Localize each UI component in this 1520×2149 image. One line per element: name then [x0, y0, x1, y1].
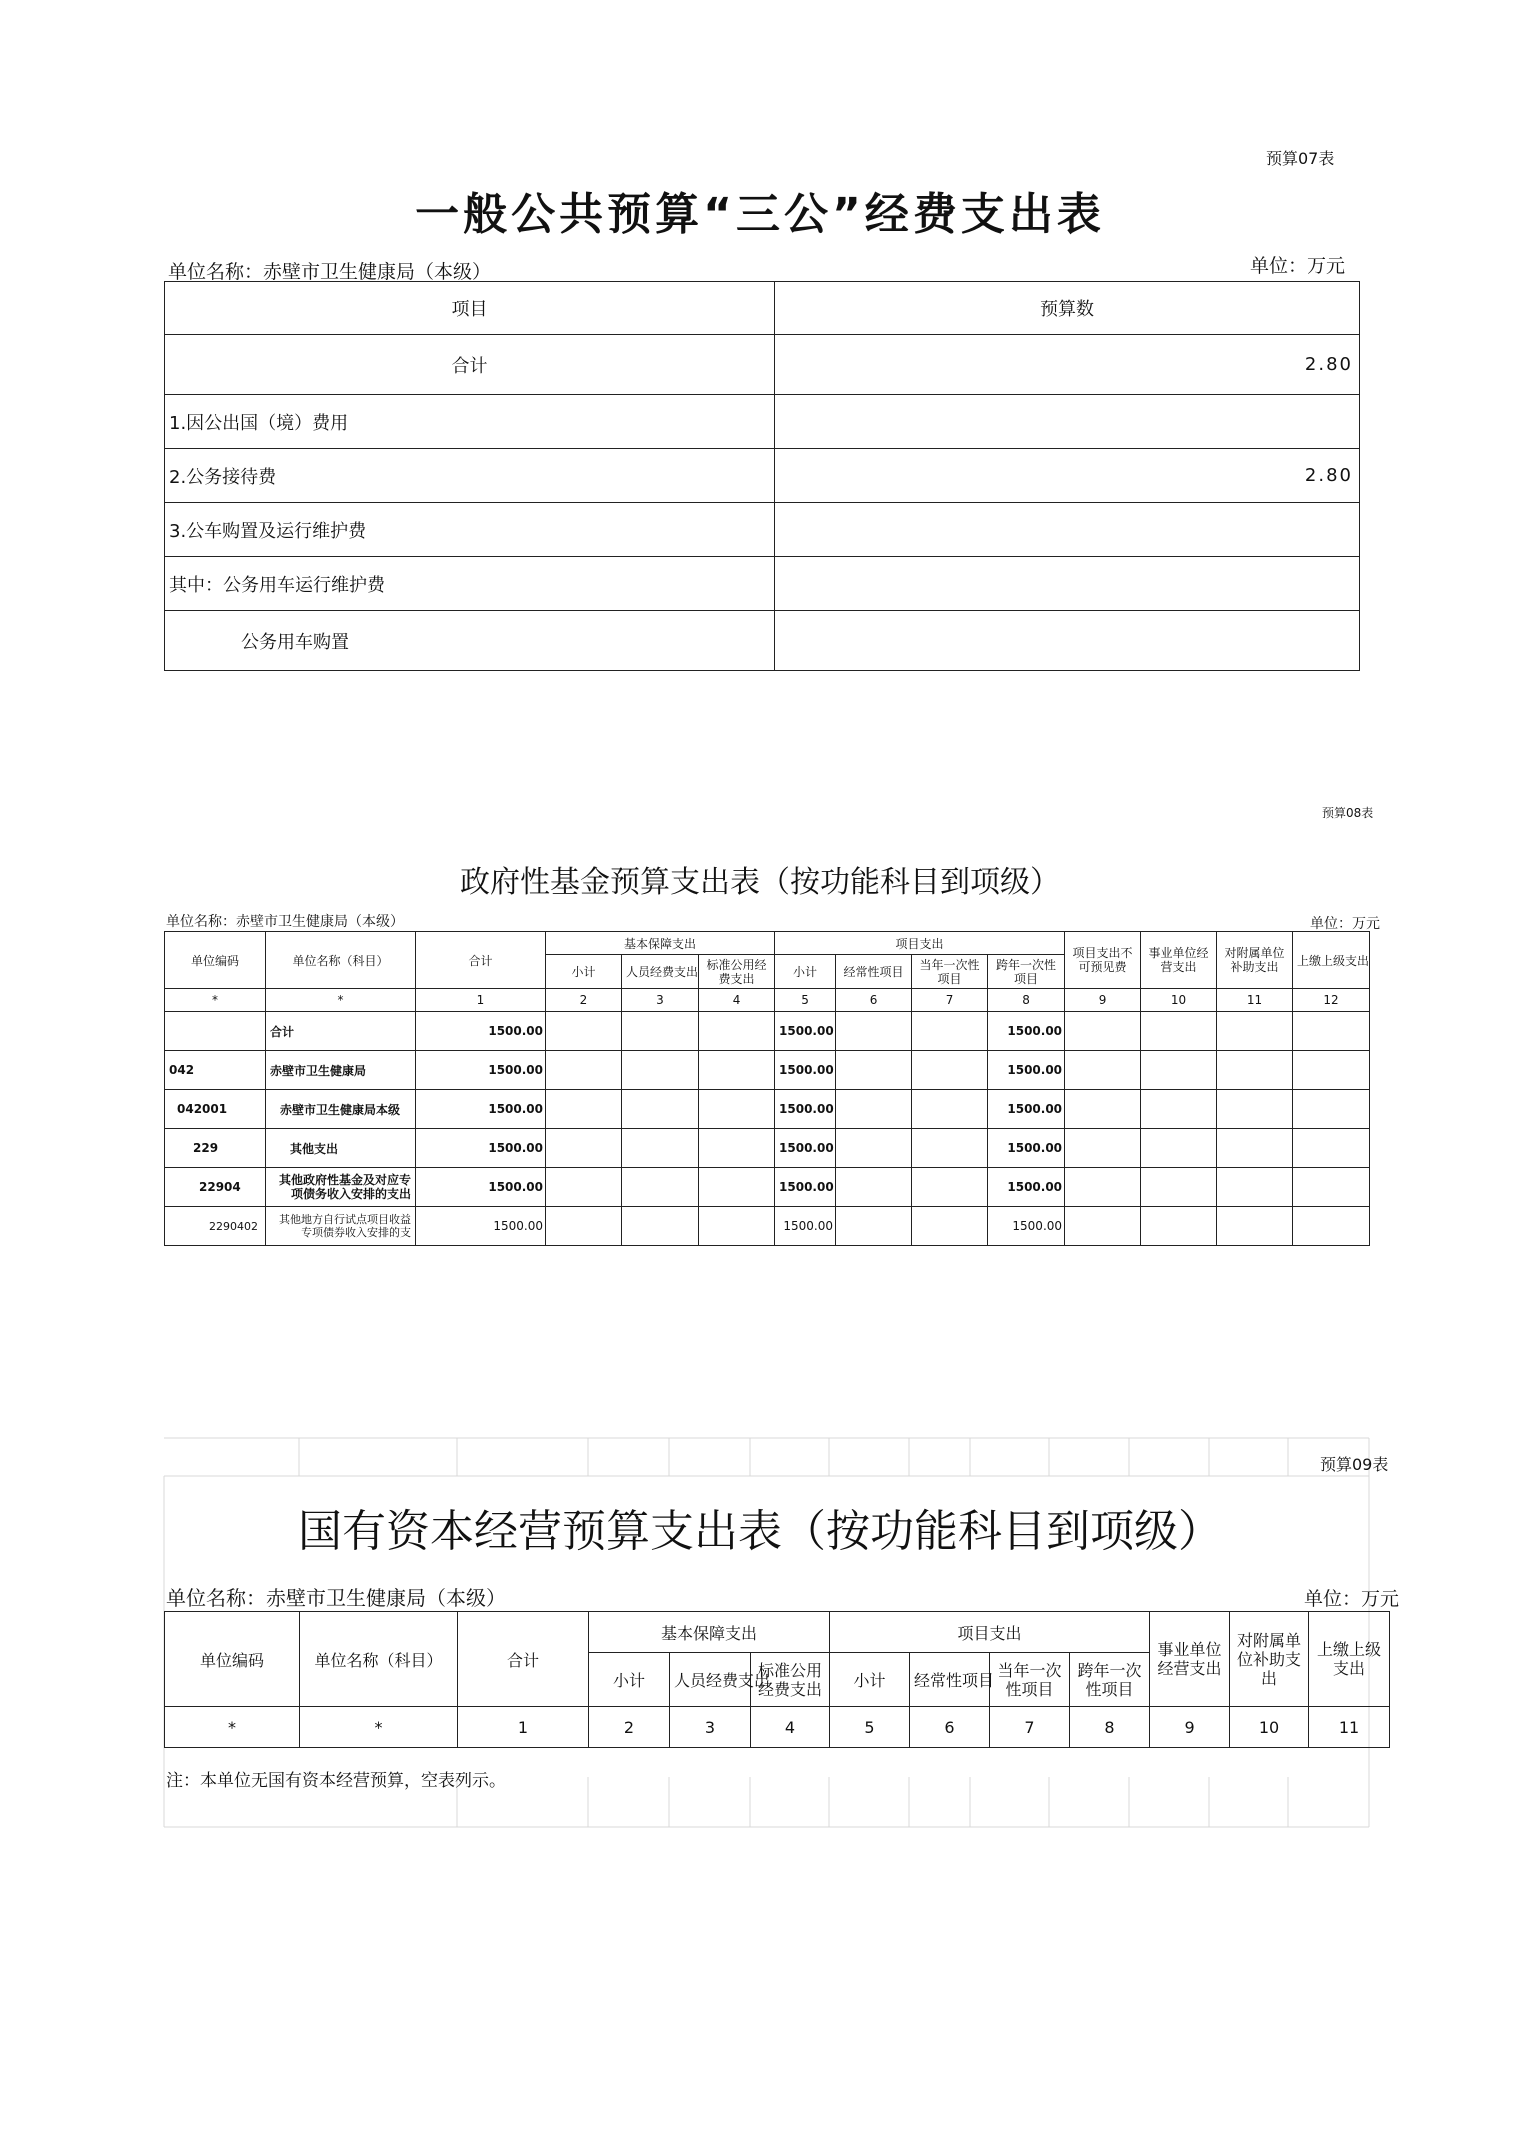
row-total: 1500.00: [416, 1051, 546, 1090]
row-code: 042: [165, 1051, 266, 1090]
idx-cell: 7: [912, 989, 988, 1012]
idx-cell: *: [165, 989, 266, 1012]
h-project: 项目支出: [830, 1612, 1150, 1653]
h-p-multi: 跨年一次性项目: [988, 955, 1065, 989]
row-code: 22904: [165, 1168, 266, 1207]
row-label: 其中：公务用车运行维护费: [165, 557, 775, 611]
h-b-std: 标准公用经费支出: [699, 955, 775, 989]
row-name: 其他政府性基金及对应专项债务收入安排的支出: [266, 1168, 416, 1207]
idx-cell: 9: [1150, 1707, 1230, 1748]
row-p-multi: 1500.00: [988, 1090, 1065, 1129]
h-p-once: 当年一次性项目: [990, 1653, 1070, 1707]
gov-fund-table: [164, 931, 1370, 1246]
row-name: 其他地方自行试点项目收益专项债券收入安排的支: [266, 1207, 416, 1246]
h-p-sub: 小计: [775, 955, 836, 989]
idx-cell: 6: [910, 1707, 990, 1748]
row-p-multi: 1500.00: [988, 1168, 1065, 1207]
row-total: 1500.00: [416, 1207, 546, 1246]
row-label: 1.因公出国（境）费用: [165, 395, 775, 449]
h-code: 单位编码: [165, 932, 266, 989]
idx-cell: 3: [622, 989, 699, 1012]
row-p-multi: 1500.00: [988, 1051, 1065, 1090]
table-tag: 预算08表: [1322, 806, 1374, 820]
h-upper: 上缴上级支出: [1293, 932, 1370, 989]
state-capital-table: [164, 1611, 1390, 1748]
h-p-multi: 跨年一次性项目: [1070, 1653, 1150, 1707]
row-code: 042001: [165, 1090, 266, 1129]
idx-cell: 4: [699, 989, 775, 1012]
idx-cell: *: [300, 1707, 458, 1748]
header-item: 项目: [165, 282, 775, 335]
idx-cell: 5: [775, 989, 836, 1012]
idx-cell: 2: [546, 989, 622, 1012]
h-project: 项目支出: [775, 932, 1065, 955]
row-name: 赤壁市卫生健康局: [266, 1051, 416, 1090]
row-p-sub: 1500.00: [775, 1207, 836, 1246]
row-name: 其他支出: [266, 1129, 416, 1168]
header-budget: 预算数: [775, 282, 1360, 335]
section-title: 政府性基金预算支出表（按功能科目到项级）: [460, 865, 1060, 900]
row-p-sub: 1500.00: [775, 1051, 836, 1090]
page-title: 一般公共预算“三公”经费支出表: [415, 189, 1105, 240]
row-total: 1500.00: [416, 1168, 546, 1207]
row-p-multi: 1500.00: [988, 1129, 1065, 1168]
row-label: 公务用车购置: [165, 611, 775, 671]
h-unforeseen: 项目支出不可预见费: [1065, 932, 1141, 989]
row-code: 229: [165, 1129, 266, 1168]
h-p-reg: 经常性项目: [836, 955, 912, 989]
row-value: [775, 557, 1360, 611]
h-p-reg: 经常性项目: [910, 1653, 990, 1707]
row-value: 2.80: [775, 449, 1360, 503]
h-b-std: 标准公用经费支出: [751, 1653, 830, 1707]
row-total: 1500.00: [416, 1090, 546, 1129]
h-biz: 事业单位经营支出: [1150, 1612, 1230, 1707]
unit-label: 单位：万元: [1250, 255, 1346, 277]
row-value: 2.80: [775, 335, 1360, 395]
h-b-staff: 人员经费支出: [670, 1653, 751, 1707]
h-b-sub: 小计: [546, 955, 622, 989]
row-label: 2.公务接待费: [165, 449, 775, 503]
unit-name: 单位名称：赤壁市卫生健康局（本级）: [168, 261, 492, 283]
row-value: [775, 611, 1360, 671]
row-name: 赤壁市卫生健康局本级: [266, 1090, 416, 1129]
row-label: 3.公车购置及运行维护费: [165, 503, 775, 557]
row-p-multi: 1500.00: [988, 1207, 1065, 1246]
footnote: 注：本单位无国有资本经营预算，空表列示。: [166, 1771, 506, 1791]
h-basic: 基本保障支出: [589, 1612, 830, 1653]
section-title: 国有资本经营预算支出表（按功能科目到项级）: [298, 1506, 1222, 1557]
row-code: [165, 1012, 266, 1051]
idx-cell: 9: [1065, 989, 1141, 1012]
row-name: 合计: [266, 1012, 416, 1051]
table-tag: 预算07表: [1266, 149, 1335, 168]
h-subsidy: 对附属单位补助支出: [1217, 932, 1293, 989]
h-biz: 事业单位经营支出: [1141, 932, 1217, 989]
idx-cell: 8: [1070, 1707, 1150, 1748]
h-name: 单位名称（科目）: [266, 932, 416, 989]
unit-name: 单位名称：赤壁市卫生健康局（本级）: [166, 1586, 506, 1610]
idx-cell: 10: [1141, 989, 1217, 1012]
idx-cell: 4: [751, 1707, 830, 1748]
table-tag: 预算09表: [1320, 1455, 1389, 1474]
row-p-sub: 1500.00: [775, 1090, 836, 1129]
h-code: 单位编码: [165, 1612, 300, 1707]
row-p-sub: 1500.00: [775, 1012, 836, 1051]
idx-cell: 7: [990, 1707, 1070, 1748]
idx-cell: 2: [589, 1707, 670, 1748]
h-name: 单位名称（科目）: [300, 1612, 458, 1707]
h-p-sub: 小计: [830, 1653, 910, 1707]
h-basic: 基本保障支出: [546, 932, 775, 955]
idx-cell: *: [165, 1707, 300, 1748]
row-total: 1500.00: [416, 1012, 546, 1051]
idx-cell: 1: [458, 1707, 589, 1748]
row-p-multi: 1500.00: [988, 1012, 1065, 1051]
idx-cell: 12: [1293, 989, 1370, 1012]
row-value: [775, 395, 1360, 449]
unit-label: 单位：万元: [1304, 1588, 1400, 1610]
three-public-expense-table: [164, 281, 1360, 671]
h-b-staff: 人员经费支出: [622, 955, 699, 989]
h-upper: 上缴上级支出: [1309, 1612, 1390, 1707]
idx-cell: 11: [1309, 1707, 1390, 1748]
row-label: 合计: [165, 335, 775, 395]
idx-cell: 11: [1217, 989, 1293, 1012]
unit-name: 单位名称：赤壁市卫生健康局（本级）: [166, 914, 404, 930]
idx-cell: 1: [416, 989, 546, 1012]
h-subsidy: 对附属单位补助支出: [1230, 1612, 1309, 1707]
unit-label: 单位：万元: [1310, 916, 1380, 932]
idx-cell: *: [266, 989, 416, 1012]
row-total: 1500.00: [416, 1129, 546, 1168]
h-b-sub: 小计: [589, 1653, 670, 1707]
idx-cell: 5: [830, 1707, 910, 1748]
row-p-sub: 1500.00: [775, 1168, 836, 1207]
idx-cell: 6: [836, 989, 912, 1012]
h-total: 合计: [416, 932, 546, 989]
idx-cell: 3: [670, 1707, 751, 1748]
row-value: [775, 503, 1360, 557]
idx-cell: 10: [1230, 1707, 1309, 1748]
idx-cell: 8: [988, 989, 1065, 1012]
h-total: 合计: [458, 1612, 589, 1707]
row-code: 2290402: [165, 1207, 266, 1246]
h-p-once: 当年一次性项目: [912, 955, 988, 989]
row-p-sub: 1500.00: [775, 1129, 836, 1168]
